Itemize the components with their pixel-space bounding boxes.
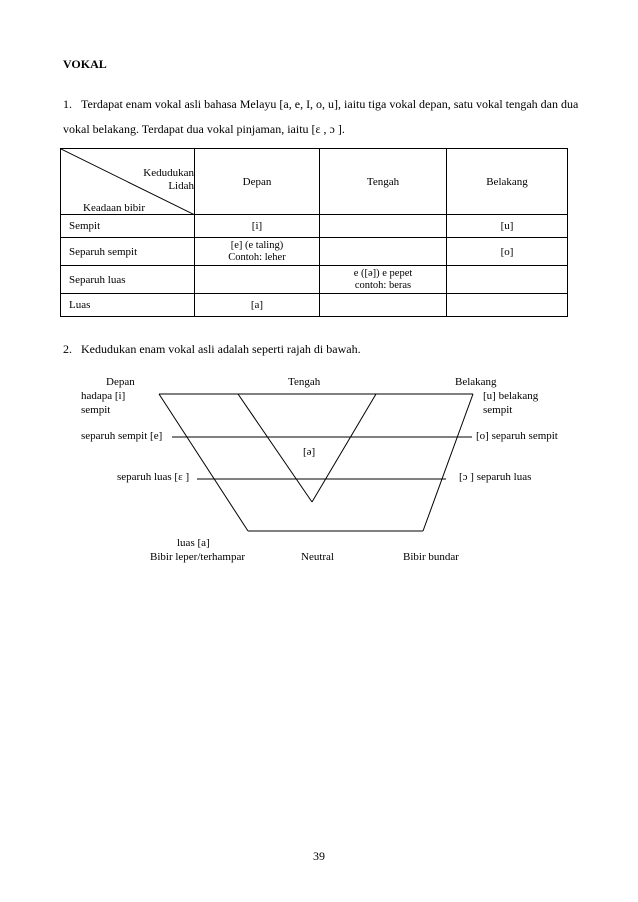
paragraph-1-text: Terdapat enam vokal asli bahasa Melayu [a, e, I, o, u], iaitu tiga vokal depan, satu vokal tengah dan dua vokal belakang. Terdapat dua vokal pinjaman, iaitu [ɛ , ɔ ]. [63,97,579,136]
cell-tengah-line-2: contoh: beras [354,279,412,291]
label-hadapa-i: hadapa [i] [81,390,126,402]
label-separuh-sempit-e: separuh sempit [e] [81,430,163,442]
label-bibir-leper: Bibir leper/terhampar [150,551,245,563]
label-sempit-left: sempit [81,404,111,416]
table-corner-cell [61,149,195,215]
label-bibir-bundar: Bibir bundar [403,551,459,563]
row-label: Luas [61,294,195,317]
table-row [61,215,568,238]
paragraph-2-number: 2. [63,342,72,356]
column-header-depan: Depan [195,149,320,215]
section-heading: VOKAL [63,57,107,71]
cell-tengah-line-1: e ([ə]) e pepet [353,267,413,279]
paragraph-2-text: Kedudukan enam vokal asli adalah seperti rajah di bawah. [81,342,361,356]
row-label: Separuh sempit [61,238,195,266]
central-triangle-right [312,394,376,502]
paragraph-1 [63,92,583,142]
cell-tengah [320,266,447,294]
label-luas-a: luas [a] [177,537,210,549]
label-sempit-right: sempit [483,404,513,416]
cell-depan-line-1: [e] (e taling) [230,239,284,251]
corner-label-lidah: Lidah [168,180,194,192]
cell-depan: [i] [195,215,320,238]
paragraph-2 [63,342,361,357]
vowel-table [60,148,568,317]
page-number: 39 [313,849,325,863]
label-o-separuh-sempit: [o] separuh sempit [476,430,558,442]
label-separuh-luas-left: separuh luas [ɛ ] [117,471,190,483]
column-header-tengah: Tengah [320,149,447,215]
corner-label-keadaan-bibir: Keadaan bibir [83,202,145,214]
cell-depan [195,238,320,266]
cell-belakang [447,266,568,294]
table-header-row [61,149,568,215]
cell-tengah [320,215,447,238]
cell-belakang: [o] [447,238,568,266]
cell-depan: [a] [195,294,320,317]
label-tengah: Tengah [288,376,321,388]
label-u-belakang: [u] belakang [483,390,539,402]
cell-depan-line-2: Contoh: leher [228,251,286,263]
cell-tengah [320,238,447,266]
label-neutral: Neutral [301,551,334,563]
column-header-belakang: Belakang [447,149,568,215]
trapezium-right-edge [423,394,473,531]
paragraph-1-number: 1. [63,97,72,111]
cell-tengah [320,294,447,317]
label-belakang: Belakang [455,376,497,388]
row-label: Separuh luas [61,266,195,294]
label-schwa: [ə] [303,446,316,458]
trapezium-left-edge [159,394,248,531]
label-separuh-luas-right: [ɔ ] separuh luas [459,471,532,483]
corner-label-kedudukan: Kedudukan [143,167,194,179]
corner-label-top [143,167,194,193]
table-row [61,266,568,294]
cell-belakang: [u] [447,215,568,238]
table-row [61,238,568,266]
table-row [61,294,568,317]
row-label: Sempit [61,215,195,238]
cell-belakang [447,294,568,317]
central-triangle-left [238,394,312,502]
cell-depan [195,266,320,294]
label-depan: Depan [106,376,135,388]
